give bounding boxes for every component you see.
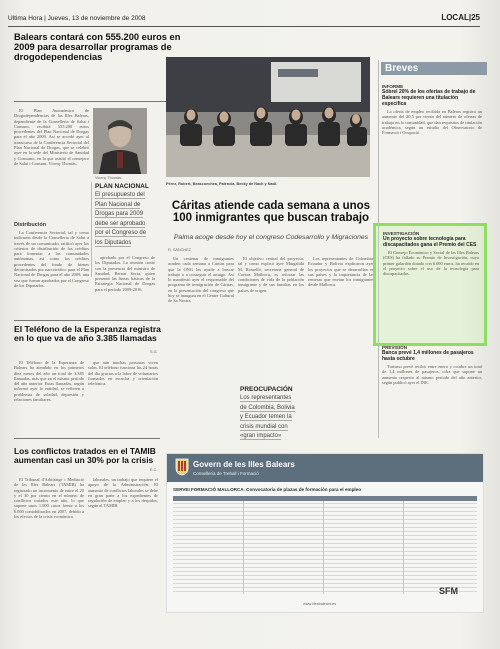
brief-category: INFORME [382,84,404,89]
article1-photo [93,108,147,174]
page-header [8,12,480,27]
ad-table-header [173,496,477,501]
pullquote-title: PLAN NACIONAL [95,183,149,190]
article4-body: Un centenar de inmigrantes acuden cada semana a Cáritas para que la ONG les ayude a buscar trabajo o a conseguir el arraigo. Así lo manifestó ayer el responsable del programa de inmigración de Cáritas, en la presentación del congreso que hoy se inaugura en el Centre Cultural de Sa Nostra. [168,256,234,304]
pullquote-preocupacion [240,386,306,442]
pullquote-line: crisis mundial con [240,423,288,430]
pullquote-plan-nacional [95,183,155,248]
article4-photo-caption: Pérez, Rubert, Beascoechea, Palencia, Becky de Nach y Nadi. [166,182,278,186]
article1-col3: aprobado por el Congreso de los Diputados. La reunión contó con la presencia del ministro de Sanidad, Bernat Soria, quien presentó las líneas básicas de la Estrategia Nacional de Drogas para el período 2009-2016. [95,255,155,292]
brief-category: PREVISIÓN [382,345,408,350]
article4-body-col3: Los representantes de Colombia, Ecuador y Bolivia explicaron ayer los proyectos que se desarrollan en sus países y la importancia de las remesas que envían los inmigrantes desde Mallorca. [308,256,374,288]
article1-body2: La Conferencia Sectorial, tal y como indicaron desde la Conselleria de Salut a través de un comunicado, ratificó ayer los criterios de distribución de los créditos para fomentar a las comunidades autónomas, así como los créditos procedentes del fondo de bienes decomisados por narcotráfico para el Plan Nacional de Drogas para el año 2009, una vez que fueran aprobados por el Congreso de los Diputados. [14,230,89,288]
ad-header [167,454,483,482]
coat-of-arms-icon [175,458,189,476]
article3-body-col2: laborales, un trabajo que requiere el apoyo de la Administración. El aumento de conflictos laborales se debe en gran parte a los expedientes de regulación de empleo y a los despidos, según el TAMIB. [88,477,158,509]
brief-body: La oferta de empleo recibida en Balears registra un aumento del 20,5 por ciento del número de ofertas de trabajo en la comunidad, que dan requisitos de titulación académica, según un estudio del Observatorio de Formació i Ocupació. [382,109,482,136]
table-divider [243,501,244,594]
table-divider [403,501,404,594]
portrait-image [93,108,147,174]
article4-deck: Palma acoge desde hoy el congreso Codesarrollo y Migraciones [173,234,369,241]
brief-body: El Consejo Económico y Social de las Illes Balears (CES) ha fallado su Premio de Investigación, cuyo primer galardón dotado con 6.000 euros, ha recaído en el proyecto sobre el uso de la tecnología para discapacitados. [383,250,479,277]
table-divider [323,501,324,594]
pullquote-line: por el Congreso de [95,230,147,236]
article1-headline: Balears contará con 555.200 euros en 2009 para desarrollar programas de drogodependencias [14,32,181,62]
article2-body: El Teléfono de la Esperanza de Balears ha atendido en los primeros diez meses del año un total de 3.385 llamadas, más que en el mismo período del año anterior. Estas llamadas, según informó ayer la entidad, se refieren a problemas de soledad, depresión y relaciones familiares. [14,360,84,403]
brief-category: INVESTIGACIÓN [383,231,420,236]
article2-byline: S.G. [150,350,158,354]
brief-body: Turismo prevé recibir entre enero y octubre un total de 1,4 millones de pasajeros, cifra que supone un aumento respecto al mismo período del año anterior, según publicó ayer el INE. [382,364,482,385]
article1-photo-caption: Vicenç Thomàs. [95,176,123,180]
breves-header: Breves [381,62,487,75]
article4-body-col2: El objetivo central del proyecto, tal y como explicó ayer Margalida M. Rosselló, secretaria general de Caritas Mallorca, es reforzar las condiciones de vida de la población inmigrante y de sus familias en los países de origen. [238,256,304,293]
pullquote-line: Los representantes [240,395,292,401]
ad-footer: www.illesbalears.es [303,602,337,606]
pullquote-line: El presupuesto del [95,192,145,198]
article4-byline: R. SANCHEZ [168,248,191,252]
article2-body-col2: que aún muchas personas viven solas. El teléfono funciona las 24 horas del día gracias a la labor de voluntarios formados en escucha y orientación telefónica. [88,360,158,387]
article2-headline: El Teléfono de la Esperanza registra en lo que va de año 3.385 llamadas [14,324,161,344]
pullquote-title: PREOCUPACIÓN [240,386,293,393]
article1-body: El Plan Autonómico de Drogodependencias de las Illes Balears, dependiente de la Conselleria de Salut i Consum, recibirá 555.200 euros procedentes del Plan Nacional de Drogas para el año 2009. Así se acordó ayer al transcurso de la Conferencia Sectorial del Plan Nacional de Drogas, que se celebró ayer en la sede del Ministerio de Sanidad y Consumo, en la que asistió el consejero de Salut i Consum, Vicenç Thomàs. [14,108,89,166]
ad-brand: Govern de les Illes Balears [193,460,295,469]
article4-photo [166,57,370,177]
brief-item [382,84,482,205]
column-divider [91,182,92,277]
article1-subhead: Distribución [14,222,47,228]
highlighted-brief [373,223,487,346]
header-section: LOCAL|25 [441,13,480,22]
pullquote-line: y Ecuador temen la [240,414,292,420]
ad-banner-text: SERVEI FORMACIÓ MALLORCA. Convocatoria de plazas de formación para el empleo [173,487,362,492]
conference-photo [166,57,370,177]
article3-headline: Los conflictos tratados en el TAMIB aumentan casi un 30% por la crisis [14,446,156,465]
pullquote-line: «gran impacto» [240,433,282,439]
pullquote-line: Drogas para 2009 [95,211,144,217]
brief-headline: Banca prevé 1,4 millones de pasajeros hasta octubre [382,350,474,362]
header-date: Ultima Hora | Jueves, 13 de noviembre de 2008 [8,15,146,22]
pullquote-line: los Diputados [95,239,132,246]
pullquote-line: Plan Nacional de [95,201,141,208]
ad-table [173,496,477,594]
ad-logo: SFM [439,586,458,596]
ad-subtitle: Conselleria de Treball i Formació [193,471,259,476]
brief-headline: Un proyecto sobre tecnología para discapacitados gana el Premio del CES [383,236,477,248]
article3-body: El Tribunal d'Arbitratge i Mediació de les Illes Balears (TAMIB) ha registrado un incremento de entre el 20 y el 30 por ciento en el número de conflictos tratados este año, lo que supone unos 1.000 casos frente a los 6.000 contabilizados en 2007, debido a los efectos de la crisis económica. [14,477,84,520]
divider [14,320,160,321]
article4-headline: Cáritas atiende cada semana a unos 100 inmigrantes que buscan trabajo [171,200,371,225]
government-ad [166,453,484,613]
pullquote-line: debe ser aprobado [95,220,146,227]
article3-byline: E.C. [150,468,158,472]
divider [14,438,160,439]
pullquote-line: de Colombia, Bolivia [240,404,295,411]
brief-item [382,345,482,426]
brief-headline: Sóbrel 20% de los ofertas de trabajo de Balears requieren una titulación específica [382,89,476,107]
